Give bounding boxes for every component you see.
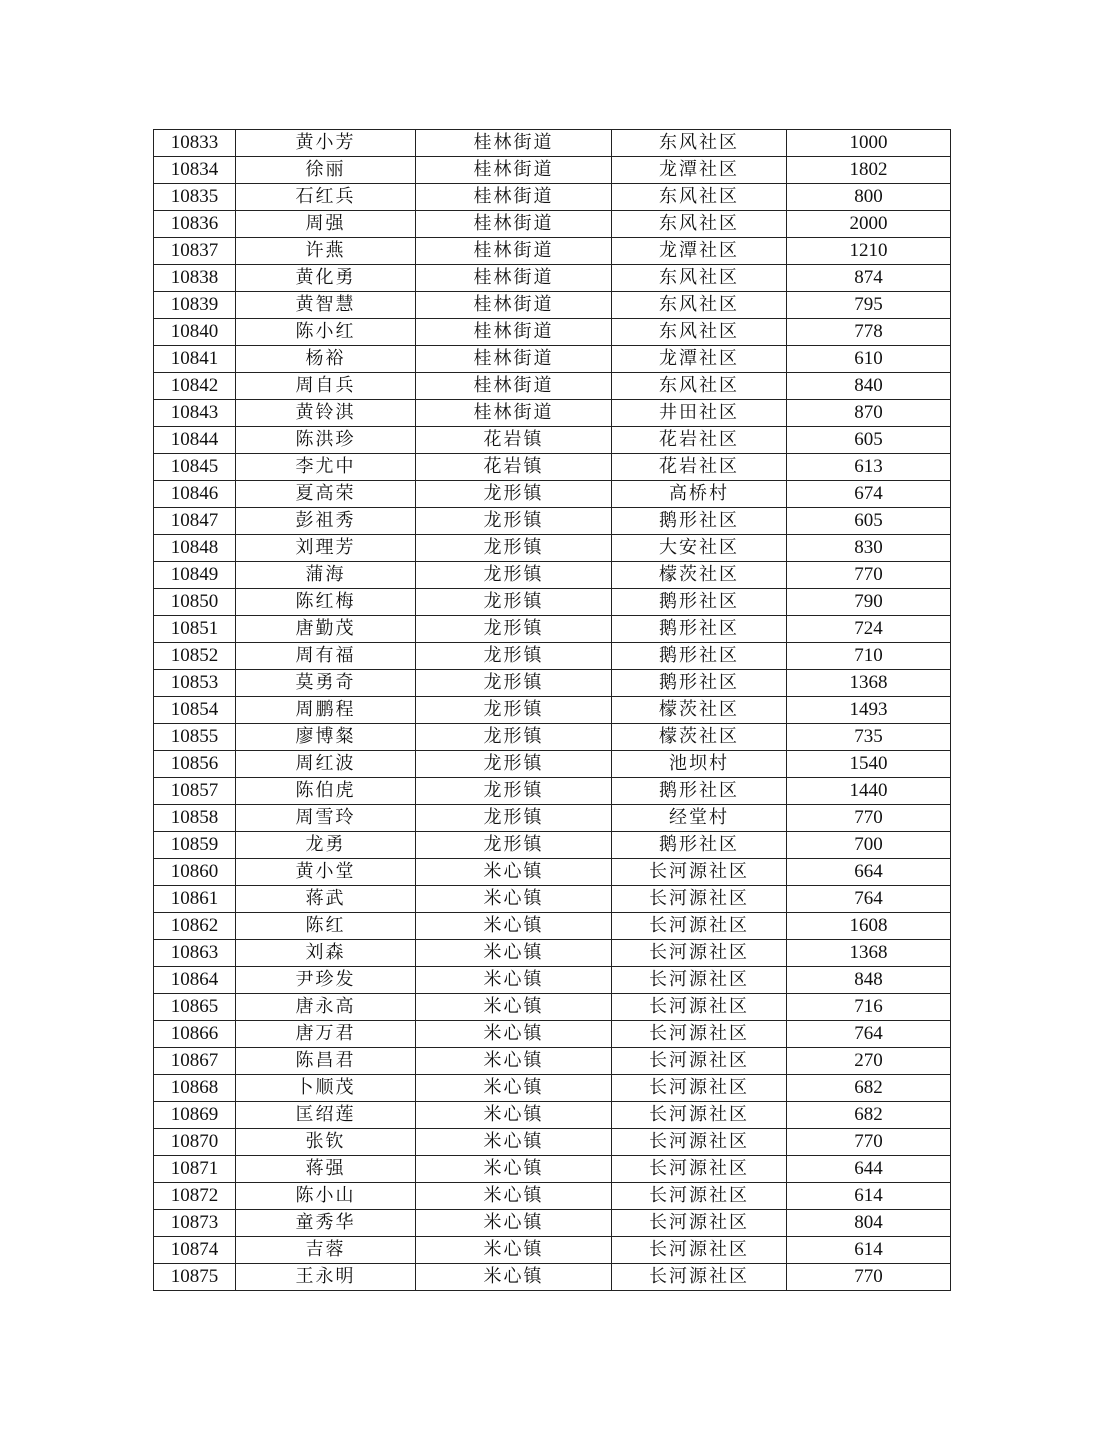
cell-name: 王永明 <box>236 1264 416 1291</box>
cell-name: 周雪玲 <box>236 805 416 832</box>
cell-amount: 1368 <box>787 940 951 967</box>
cell-amount: 1000 <box>787 130 951 157</box>
cell-town: 龙形镇 <box>416 508 612 535</box>
cell-id: 10869 <box>154 1102 236 1129</box>
cell-community: 东风社区 <box>612 184 787 211</box>
cell-town: 龙形镇 <box>416 832 612 859</box>
cell-amount: 270 <box>787 1048 951 1075</box>
cell-town: 花岩镇 <box>416 454 612 481</box>
cell-community: 檬茨社区 <box>612 697 787 724</box>
cell-id: 10858 <box>154 805 236 832</box>
cell-community: 长河源社区 <box>612 1210 787 1237</box>
cell-community: 东风社区 <box>612 373 787 400</box>
cell-name: 彭祖秀 <box>236 508 416 535</box>
cell-community: 鹅形社区 <box>612 832 787 859</box>
cell-name: 刘理芳 <box>236 535 416 562</box>
cell-id: 10846 <box>154 481 236 508</box>
cell-amount: 605 <box>787 427 951 454</box>
cell-id: 10865 <box>154 994 236 1021</box>
cell-amount: 830 <box>787 535 951 562</box>
cell-town: 米心镇 <box>416 1129 612 1156</box>
cell-amount: 700 <box>787 832 951 859</box>
cell-town: 龙形镇 <box>416 589 612 616</box>
cell-name: 蒲海 <box>236 562 416 589</box>
table-row <box>154 1102 951 1129</box>
cell-id: 10871 <box>154 1156 236 1183</box>
cell-id: 10853 <box>154 670 236 697</box>
cell-name: 黄化勇 <box>236 265 416 292</box>
cell-amount: 778 <box>787 319 951 346</box>
cell-amount: 804 <box>787 1210 951 1237</box>
cell-name: 唐勤茂 <box>236 616 416 643</box>
cell-name: 张钦 <box>236 1129 416 1156</box>
table-row <box>154 940 951 967</box>
table-row <box>154 751 951 778</box>
cell-town: 龙形镇 <box>416 805 612 832</box>
table-row <box>154 616 951 643</box>
table-row <box>154 913 951 940</box>
cell-id: 10842 <box>154 373 236 400</box>
roster-table <box>153 129 951 1291</box>
cell-community: 花岩社区 <box>612 454 787 481</box>
cell-town: 米心镇 <box>416 940 612 967</box>
cell-amount: 800 <box>787 184 951 211</box>
table-row <box>154 832 951 859</box>
cell-community: 龙潭社区 <box>612 157 787 184</box>
cell-id: 10872 <box>154 1183 236 1210</box>
cell-id: 10851 <box>154 616 236 643</box>
cell-community: 长河源社区 <box>612 1021 787 1048</box>
cell-id: 10837 <box>154 238 236 265</box>
table-row <box>154 1264 951 1291</box>
cell-id: 10867 <box>154 1048 236 1075</box>
cell-amount: 874 <box>787 265 951 292</box>
table-row <box>154 1210 951 1237</box>
cell-community: 长河源社区 <box>612 1048 787 1075</box>
cell-amount: 1802 <box>787 157 951 184</box>
cell-name: 卜顺茂 <box>236 1075 416 1102</box>
cell-name: 匡绍莲 <box>236 1102 416 1129</box>
cell-id: 10852 <box>154 643 236 670</box>
cell-amount: 795 <box>787 292 951 319</box>
cell-town: 龙形镇 <box>416 724 612 751</box>
table-row <box>154 508 951 535</box>
cell-amount: 682 <box>787 1075 951 1102</box>
cell-name: 廖博粲 <box>236 724 416 751</box>
table-row <box>154 805 951 832</box>
cell-amount: 644 <box>787 1156 951 1183</box>
cell-community: 长河源社区 <box>612 1102 787 1129</box>
cell-id: 10839 <box>154 292 236 319</box>
cell-id: 10834 <box>154 157 236 184</box>
cell-name: 周红波 <box>236 751 416 778</box>
cell-id: 10843 <box>154 400 236 427</box>
cell-amount: 770 <box>787 805 951 832</box>
cell-community: 龙潭社区 <box>612 346 787 373</box>
cell-amount: 682 <box>787 1102 951 1129</box>
cell-community: 经堂村 <box>612 805 787 832</box>
cell-community: 长河源社区 <box>612 1075 787 1102</box>
cell-id: 10875 <box>154 1264 236 1291</box>
cell-amount: 605 <box>787 508 951 535</box>
cell-town: 桂林街道 <box>416 130 612 157</box>
cell-amount: 614 <box>787 1183 951 1210</box>
cell-name: 尹珍发 <box>236 967 416 994</box>
cell-id: 10844 <box>154 427 236 454</box>
cell-name: 陈小山 <box>236 1183 416 1210</box>
cell-town: 米心镇 <box>416 1264 612 1291</box>
cell-id: 10841 <box>154 346 236 373</box>
cell-community: 鹅形社区 <box>612 670 787 697</box>
table-row <box>154 1183 951 1210</box>
cell-town: 龙形镇 <box>416 643 612 670</box>
cell-amount: 870 <box>787 400 951 427</box>
cell-id: 10861 <box>154 886 236 913</box>
cell-id: 10860 <box>154 859 236 886</box>
cell-community: 长河源社区 <box>612 886 787 913</box>
table-row <box>154 1048 951 1075</box>
cell-name: 许燕 <box>236 238 416 265</box>
cell-community: 东风社区 <box>612 211 787 238</box>
cell-id: 10864 <box>154 967 236 994</box>
cell-id: 10847 <box>154 508 236 535</box>
cell-id: 10835 <box>154 184 236 211</box>
table-row <box>154 346 951 373</box>
cell-name: 陈昌君 <box>236 1048 416 1075</box>
cell-town: 米心镇 <box>416 1075 612 1102</box>
table-row <box>154 562 951 589</box>
cell-community: 长河源社区 <box>612 1264 787 1291</box>
cell-community: 高桥村 <box>612 481 787 508</box>
cell-id: 10870 <box>154 1129 236 1156</box>
table-row <box>154 238 951 265</box>
cell-town: 龙形镇 <box>416 535 612 562</box>
cell-town: 龙形镇 <box>416 562 612 589</box>
table-row <box>154 1156 951 1183</box>
table-row <box>154 1021 951 1048</box>
cell-community: 长河源社区 <box>612 1183 787 1210</box>
cell-community: 檬茨社区 <box>612 562 787 589</box>
cell-name: 吉蓉 <box>236 1237 416 1264</box>
cell-community: 鹅形社区 <box>612 508 787 535</box>
cell-community: 鹅形社区 <box>612 778 787 805</box>
roster-table-body <box>154 130 951 1291</box>
cell-community: 长河源社区 <box>612 967 787 994</box>
table-row <box>154 589 951 616</box>
cell-town: 米心镇 <box>416 1183 612 1210</box>
cell-name: 黄铃淇 <box>236 400 416 427</box>
table-row <box>154 211 951 238</box>
cell-community: 东风社区 <box>612 319 787 346</box>
cell-id: 10840 <box>154 319 236 346</box>
cell-name: 夏高荣 <box>236 481 416 508</box>
table-row <box>154 130 951 157</box>
cell-name: 陈小红 <box>236 319 416 346</box>
cell-amount: 674 <box>787 481 951 508</box>
cell-id: 10874 <box>154 1237 236 1264</box>
cell-name: 李尤中 <box>236 454 416 481</box>
table-row <box>154 184 951 211</box>
cell-id: 10848 <box>154 535 236 562</box>
cell-id: 10868 <box>154 1075 236 1102</box>
cell-amount: 790 <box>787 589 951 616</box>
table-row <box>154 859 951 886</box>
cell-name: 杨裕 <box>236 346 416 373</box>
table-row <box>154 697 951 724</box>
cell-name: 周鹏程 <box>236 697 416 724</box>
cell-town: 米心镇 <box>416 913 612 940</box>
cell-community: 长河源社区 <box>612 1237 787 1264</box>
table-row <box>154 292 951 319</box>
cell-community: 鹅形社区 <box>612 643 787 670</box>
cell-name: 黄小堂 <box>236 859 416 886</box>
cell-town: 龙形镇 <box>416 751 612 778</box>
table-row <box>154 778 951 805</box>
cell-amount: 1493 <box>787 697 951 724</box>
cell-id: 10859 <box>154 832 236 859</box>
cell-id: 10849 <box>154 562 236 589</box>
table-row <box>154 535 951 562</box>
cell-town: 米心镇 <box>416 1237 612 1264</box>
cell-town: 米心镇 <box>416 1210 612 1237</box>
table-row <box>154 886 951 913</box>
cell-amount: 840 <box>787 373 951 400</box>
cell-id: 10873 <box>154 1210 236 1237</box>
cell-town: 米心镇 <box>416 1048 612 1075</box>
cell-community: 东风社区 <box>612 292 787 319</box>
cell-id: 10854 <box>154 697 236 724</box>
cell-town: 桂林街道 <box>416 238 612 265</box>
cell-town: 米心镇 <box>416 1156 612 1183</box>
cell-community: 龙潭社区 <box>612 238 787 265</box>
table-row <box>154 967 951 994</box>
table-row <box>154 1237 951 1264</box>
cell-town: 桂林街道 <box>416 265 612 292</box>
cell-name: 石红兵 <box>236 184 416 211</box>
cell-community: 池坝村 <box>612 751 787 778</box>
cell-id: 10866 <box>154 1021 236 1048</box>
cell-community: 长河源社区 <box>612 1156 787 1183</box>
cell-name: 黄智慧 <box>236 292 416 319</box>
cell-town: 龙形镇 <box>416 670 612 697</box>
cell-id: 10845 <box>154 454 236 481</box>
table-row <box>154 994 951 1021</box>
table-row <box>154 400 951 427</box>
cell-town: 桂林街道 <box>416 400 612 427</box>
cell-name: 陈红 <box>236 913 416 940</box>
cell-amount: 2000 <box>787 211 951 238</box>
cell-name: 陈洪珍 <box>236 427 416 454</box>
cell-id: 10836 <box>154 211 236 238</box>
cell-name: 周强 <box>236 211 416 238</box>
cell-amount: 610 <box>787 346 951 373</box>
table-row <box>154 427 951 454</box>
cell-community: 长河源社区 <box>612 859 787 886</box>
cell-amount: 770 <box>787 562 951 589</box>
cell-community: 鹅形社区 <box>612 589 787 616</box>
cell-name: 周有福 <box>236 643 416 670</box>
table-row <box>154 1129 951 1156</box>
table-row <box>154 373 951 400</box>
cell-town: 米心镇 <box>416 1102 612 1129</box>
cell-town: 桂林街道 <box>416 319 612 346</box>
cell-town: 米心镇 <box>416 1021 612 1048</box>
cell-name: 徐丽 <box>236 157 416 184</box>
cell-id: 10850 <box>154 589 236 616</box>
cell-id: 10856 <box>154 751 236 778</box>
cell-id: 10857 <box>154 778 236 805</box>
cell-name: 陈红梅 <box>236 589 416 616</box>
cell-id: 10833 <box>154 130 236 157</box>
cell-id: 10863 <box>154 940 236 967</box>
cell-amount: 735 <box>787 724 951 751</box>
cell-amount: 1210 <box>787 238 951 265</box>
cell-name: 陈伯虎 <box>236 778 416 805</box>
cell-name: 周自兵 <box>236 373 416 400</box>
cell-amount: 1608 <box>787 913 951 940</box>
cell-name: 童秀华 <box>236 1210 416 1237</box>
cell-town: 米心镇 <box>416 967 612 994</box>
cell-amount: 770 <box>787 1264 951 1291</box>
cell-name: 刘森 <box>236 940 416 967</box>
cell-community: 长河源社区 <box>612 1129 787 1156</box>
cell-name: 黄小芳 <box>236 130 416 157</box>
cell-name: 唐永高 <box>236 994 416 1021</box>
cell-name: 莫勇奇 <box>236 670 416 697</box>
cell-amount: 770 <box>787 1129 951 1156</box>
cell-community: 鹅形社区 <box>612 616 787 643</box>
cell-town: 米心镇 <box>416 994 612 1021</box>
cell-amount: 1368 <box>787 670 951 697</box>
table-row <box>154 454 951 481</box>
cell-amount: 613 <box>787 454 951 481</box>
cell-name: 蒋强 <box>236 1156 416 1183</box>
cell-amount: 664 <box>787 859 951 886</box>
cell-community: 长河源社区 <box>612 940 787 967</box>
cell-amount: 848 <box>787 967 951 994</box>
cell-amount: 724 <box>787 616 951 643</box>
cell-amount: 764 <box>787 886 951 913</box>
cell-name: 唐万君 <box>236 1021 416 1048</box>
cell-town: 桂林街道 <box>416 211 612 238</box>
cell-id: 10838 <box>154 265 236 292</box>
table-row <box>154 724 951 751</box>
cell-town: 龙形镇 <box>416 616 612 643</box>
cell-name: 蒋武 <box>236 886 416 913</box>
cell-amount: 710 <box>787 643 951 670</box>
cell-id: 10862 <box>154 913 236 940</box>
cell-community: 东风社区 <box>612 265 787 292</box>
cell-community: 大安社区 <box>612 535 787 562</box>
cell-amount: 764 <box>787 1021 951 1048</box>
cell-community: 东风社区 <box>612 130 787 157</box>
table-row <box>154 670 951 697</box>
cell-town: 桂林街道 <box>416 373 612 400</box>
table-row <box>154 1075 951 1102</box>
cell-community: 井田社区 <box>612 400 787 427</box>
cell-town: 龙形镇 <box>416 481 612 508</box>
cell-town: 米心镇 <box>416 886 612 913</box>
table-row <box>154 319 951 346</box>
cell-town: 桂林街道 <box>416 184 612 211</box>
cell-town: 桂林街道 <box>416 346 612 373</box>
table-row <box>154 265 951 292</box>
cell-community: 檬茨社区 <box>612 724 787 751</box>
cell-town: 桂林街道 <box>416 157 612 184</box>
cell-amount: 716 <box>787 994 951 1021</box>
cell-town: 米心镇 <box>416 859 612 886</box>
cell-community: 长河源社区 <box>612 913 787 940</box>
cell-community: 长河源社区 <box>612 994 787 1021</box>
table-row <box>154 643 951 670</box>
cell-amount: 1540 <box>787 751 951 778</box>
cell-id: 10855 <box>154 724 236 751</box>
table-row <box>154 481 951 508</box>
cell-town: 桂林街道 <box>416 292 612 319</box>
document-page <box>153 129 951 1291</box>
cell-town: 花岩镇 <box>416 427 612 454</box>
cell-community: 花岩社区 <box>612 427 787 454</box>
table-row <box>154 157 951 184</box>
cell-amount: 614 <box>787 1237 951 1264</box>
cell-name: 龙勇 <box>236 832 416 859</box>
cell-town: 龙形镇 <box>416 697 612 724</box>
cell-town: 龙形镇 <box>416 778 612 805</box>
cell-amount: 1440 <box>787 778 951 805</box>
